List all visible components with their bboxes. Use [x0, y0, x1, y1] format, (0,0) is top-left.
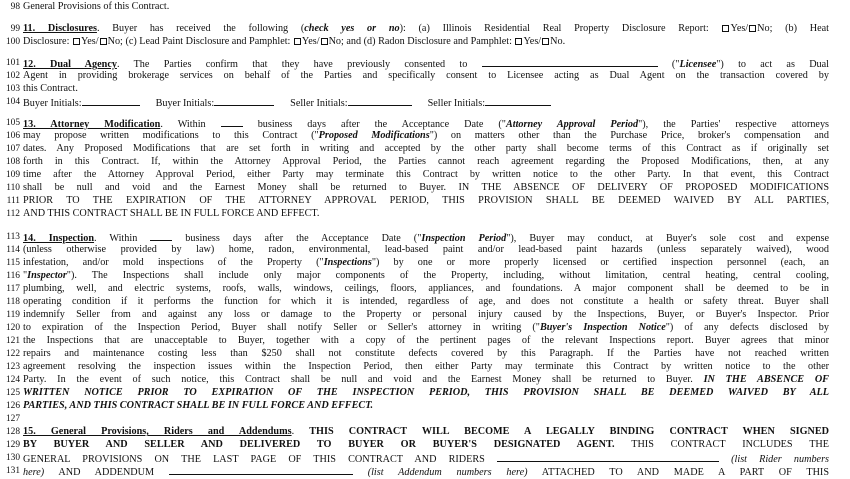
line-number: 105	[5, 118, 20, 128]
line-text: WRITTEN NOTICE PRIOR TO EXPIRATION OF THE INSPECTION PERIOD, THIS PROVISION SHALL BE DEEMED WAIVED BY ALL	[23, 387, 829, 398]
line-text: dates. Any Proposed Modifications that are set forth in writing and accepted by the other party shall become terms of this Contract as if originally set	[23, 143, 829, 154]
contract-line	[0, 83, 850, 95]
line-text: 11. Disclosures. Buyer has received the following (check yes or no): (a) Illinois Residential Real Property Disclosure Report: Yes/ No; (b) Heat	[23, 23, 829, 34]
line-number: 118	[6, 297, 20, 307]
contract-line	[0, 130, 850, 142]
line-text: the Inspections that are unacceptable to Buyer, together with a copy of the pertinent pages of the relevant Inspections report. Buyer agrees that minor	[23, 335, 829, 346]
buyer-initials-field-1[interactable]	[82, 96, 140, 106]
contract-line	[0, 426, 850, 438]
line-text: PRIOR TO THE EXPIRATION OF THE ATTORNEY APPROVAL PERIOD, THIS PROVISION SHALL BE DEEMED WAIVED BY ALL PARTIES,	[23, 195, 829, 206]
seller-initials-field-2[interactable]	[485, 96, 551, 106]
line-number: 107	[5, 144, 20, 154]
line-text: time after the Attorney Approval Period, either Party may terminate this Contract by written notice to the other Party. In that event, this Contract	[23, 169, 829, 180]
seller-initials-field-1[interactable]	[348, 96, 412, 106]
contract-line	[0, 257, 850, 269]
line-text: PARTIES, AND THIS CONTRACT SHALL BE IN FULL FORCE AND EFFECT.	[23, 400, 374, 411]
section-heading-disclosures: 11. Disclosures	[23, 23, 97, 34]
checkbox-lead-paint-yes[interactable]	[294, 38, 301, 45]
line-text: BY BUYER AND SELLER AND DELIVERED TO BUYER OR BUYER'S DESIGNATED AGENT. THIS CONTRACT INCLUDES THE	[23, 439, 829, 450]
buyer-initials-field-2[interactable]	[214, 96, 274, 106]
line-text: infestation, and/or mold inspections of the Property ("Inspections") by one or more properly licensed or certified inspection personnel (each, an	[23, 257, 829, 268]
contract-line	[0, 296, 850, 308]
checkbox-radon-no[interactable]	[542, 38, 549, 45]
line-number: 126	[5, 401, 20, 411]
line-number: 106	[5, 131, 20, 141]
line-number: 119	[6, 310, 20, 320]
checkbox-lead-paint-no[interactable]	[321, 38, 328, 45]
line-number: 100	[5, 37, 20, 47]
line-text: Agent in providing brokerage services on behalf of the Parties and specifically consent to Licensee acting as Dual Agent on the transaction covered by	[23, 70, 829, 81]
line-number: 128	[5, 427, 20, 437]
line-text: 13. Attorney Modification. Within business days after the Acceptance Date ("Attorney Approval Period"), the Parties' respective attorneys	[23, 119, 829, 130]
licensee-name-field[interactable]	[482, 57, 658, 67]
contract-line	[0, 413, 850, 425]
line-number: 120	[5, 323, 20, 333]
contract-line	[0, 96, 850, 108]
inspection-days-field[interactable]	[150, 231, 172, 241]
line-text: plumbing, well, and electric systems, roofs, walls, windows, ceilings, floors, appliances, and foundations. A major component shall be deemed to be in	[23, 283, 829, 294]
addendum-numbers-field[interactable]	[169, 465, 353, 475]
section-heading-inspection: 14. Inspection	[23, 233, 95, 244]
line-text: Disclosure: Yes/ No; (c) Lead Paint Disclosure and Pamphlet: Yes/ No; and (d) Radon Disclosure and Pamphlet: Yes/ No.	[23, 36, 566, 47]
contract-line	[0, 309, 850, 321]
contract-line	[0, 70, 850, 82]
checkbox-disclosure-report-no[interactable]	[749, 25, 756, 32]
initials-row: Buyer Initials: Buyer Initials: Seller Initials: Seller Initials:	[23, 96, 829, 110]
rider-numbers-field[interactable]	[497, 452, 719, 462]
contract-line	[0, 374, 850, 386]
line-text: "Inspector"). The Inspections shall include only major components of the Property, including, without limitation, central heating, central cooling,	[23, 270, 829, 281]
line-number: 127	[5, 414, 20, 424]
line-text: 15. General Provisions, Riders and Addendums. THIS CONTRACT WILL BECOME A LEGALLY BINDING CONTRACT WHEN SIGNED	[23, 426, 829, 437]
contract-line	[0, 270, 850, 282]
line-text: repairs and maintenance costing less than $250 shall not constitute defects covered by this Paragraph. If the Parties have not reached written	[23, 348, 829, 359]
line-number: 110	[6, 183, 20, 193]
line-text: shall be null and void and the Earnest Money shall be returned to Buyer. IN THE ABSENCE OF DELIVERY OF PROPOSED MODIFICATIONS	[23, 182, 829, 193]
checkbox-heat-no[interactable]	[100, 38, 107, 45]
contract-line	[0, 452, 850, 464]
line-text: indemnify Seller from and against any loss or damage to the Property or personal injury caused by the Inspections, Buyer, or Buyer's Inspector. Prior	[23, 309, 829, 320]
line-text: here) AND ADDENDUM (list Addendum numbers here) ATTACHED TO AND MADE A PART OF THIS	[23, 467, 829, 478]
line-text: 12. Dual Agency. The Parties confirm that they have previously consented to ("Licensee") to act as Dual	[23, 59, 829, 70]
line-number: 125	[5, 388, 20, 398]
line-number: 99	[10, 24, 20, 34]
line-number: 124	[5, 375, 20, 385]
contract-line	[0, 182, 850, 194]
line-text: AND THIS CONTRACT SHALL BE IN FULL FORCE AND EFFECT.	[23, 208, 320, 219]
contract-line	[0, 348, 850, 360]
line-number: 103	[5, 84, 20, 94]
line-text: this Contract.	[23, 83, 78, 94]
contract-line	[0, 335, 850, 347]
checkbox-disclosure-report-yes[interactable]	[722, 25, 729, 32]
line-number: 101	[5, 58, 20, 68]
line-text: may propose written modifications to this Contract ("Proposed Modifications") on matters other than the Purchase Price, broker's compensation and	[23, 130, 829, 141]
checkbox-heat-yes[interactable]	[73, 38, 80, 45]
section-heading-general-provisions: 15. General Provisions, Riders and Addendums	[23, 426, 292, 437]
line-number: 129	[5, 440, 20, 450]
line-number: 115	[6, 258, 20, 268]
line-text: forth in this Contract. If, within the Attorney Approval Period, the Parties cannot reach agreement regarding the Proposed Modifications, then, at any	[23, 156, 829, 167]
line-number: 111	[6, 196, 20, 206]
line-number: 113	[6, 232, 20, 242]
contract-line	[0, 208, 850, 220]
line-number: 104	[5, 97, 20, 107]
section-heading-dual-agency: 12. Dual Agency	[23, 59, 117, 70]
contract-line	[0, 117, 850, 129]
contract-line	[0, 1, 850, 13]
line-number: 123	[5, 362, 20, 372]
line-text: agreement resolving the inspection issues within the Inspection Period, then either Party may terminate this Contract by written notice to the other	[23, 361, 829, 372]
contract-line	[0, 439, 850, 451]
line-text: GENERAL PROVISIONS ON THE LAST PAGE OF THIS CONTRACT AND RIDERS (list Rider numbers	[23, 454, 829, 465]
contract-line	[0, 169, 850, 181]
line-number: 108	[5, 157, 20, 167]
line-text: operating condition if it performs the function for which it is intended, regardless of age, and does not constitute a health or safety threat. Buyer shall	[23, 296, 829, 307]
line-text: Party. In the event of such notice, this Contract shall be null and void and the Earnest Money shall be returned to Buyer. IN THE ABSENCE OF	[23, 374, 829, 385]
line-text: 14. Inspection. Within business days after the Acceptance Date ("Inspection Period"), Buyer may conduct, at Buyer's sole cost and expense	[23, 233, 829, 244]
line-number: 130	[5, 453, 20, 463]
line-number: 114	[6, 245, 20, 255]
section-heading-attorney-modification: 13. Attorney Modification	[23, 119, 161, 130]
attorney-days-field[interactable]	[221, 117, 243, 127]
line-text: General Provisions of this Contract.	[23, 1, 170, 12]
line-number: 117	[6, 284, 20, 294]
contract-line	[0, 231, 850, 243]
contract-line	[0, 322, 850, 334]
line-text: to expiration of the Inspection Period, Buyer shall notify Seller or Seller's attorney in writing ("Buyer's Inspection Notice") of any defects disclosed by	[23, 322, 829, 333]
line-number: 112	[6, 209, 20, 219]
contract-line	[0, 156, 850, 168]
checkbox-radon-yes[interactable]	[515, 38, 522, 45]
contract-line	[0, 361, 850, 373]
contract-line	[0, 387, 850, 399]
contract-line	[0, 36, 850, 48]
contract-line	[0, 23, 850, 35]
contract-line	[0, 465, 850, 477]
line-number: 102	[5, 71, 20, 81]
contract-line	[0, 143, 850, 155]
line-number: 121	[5, 336, 20, 346]
line-number: 131	[5, 466, 20, 476]
contract-line	[0, 244, 850, 256]
line-number: 109	[5, 170, 20, 180]
contract-line	[0, 57, 850, 69]
contract-line	[0, 283, 850, 295]
contract-line	[0, 400, 850, 412]
contract-line	[0, 195, 850, 207]
line-number: 98	[10, 2, 20, 12]
line-text: (unless otherwise provided by law) home, radon, environmental, lead-based paint and/or lead-based paint hazards (unless separately waived), wood	[23, 244, 829, 255]
line-number: 122	[5, 349, 20, 359]
line-number: 116	[6, 271, 20, 281]
